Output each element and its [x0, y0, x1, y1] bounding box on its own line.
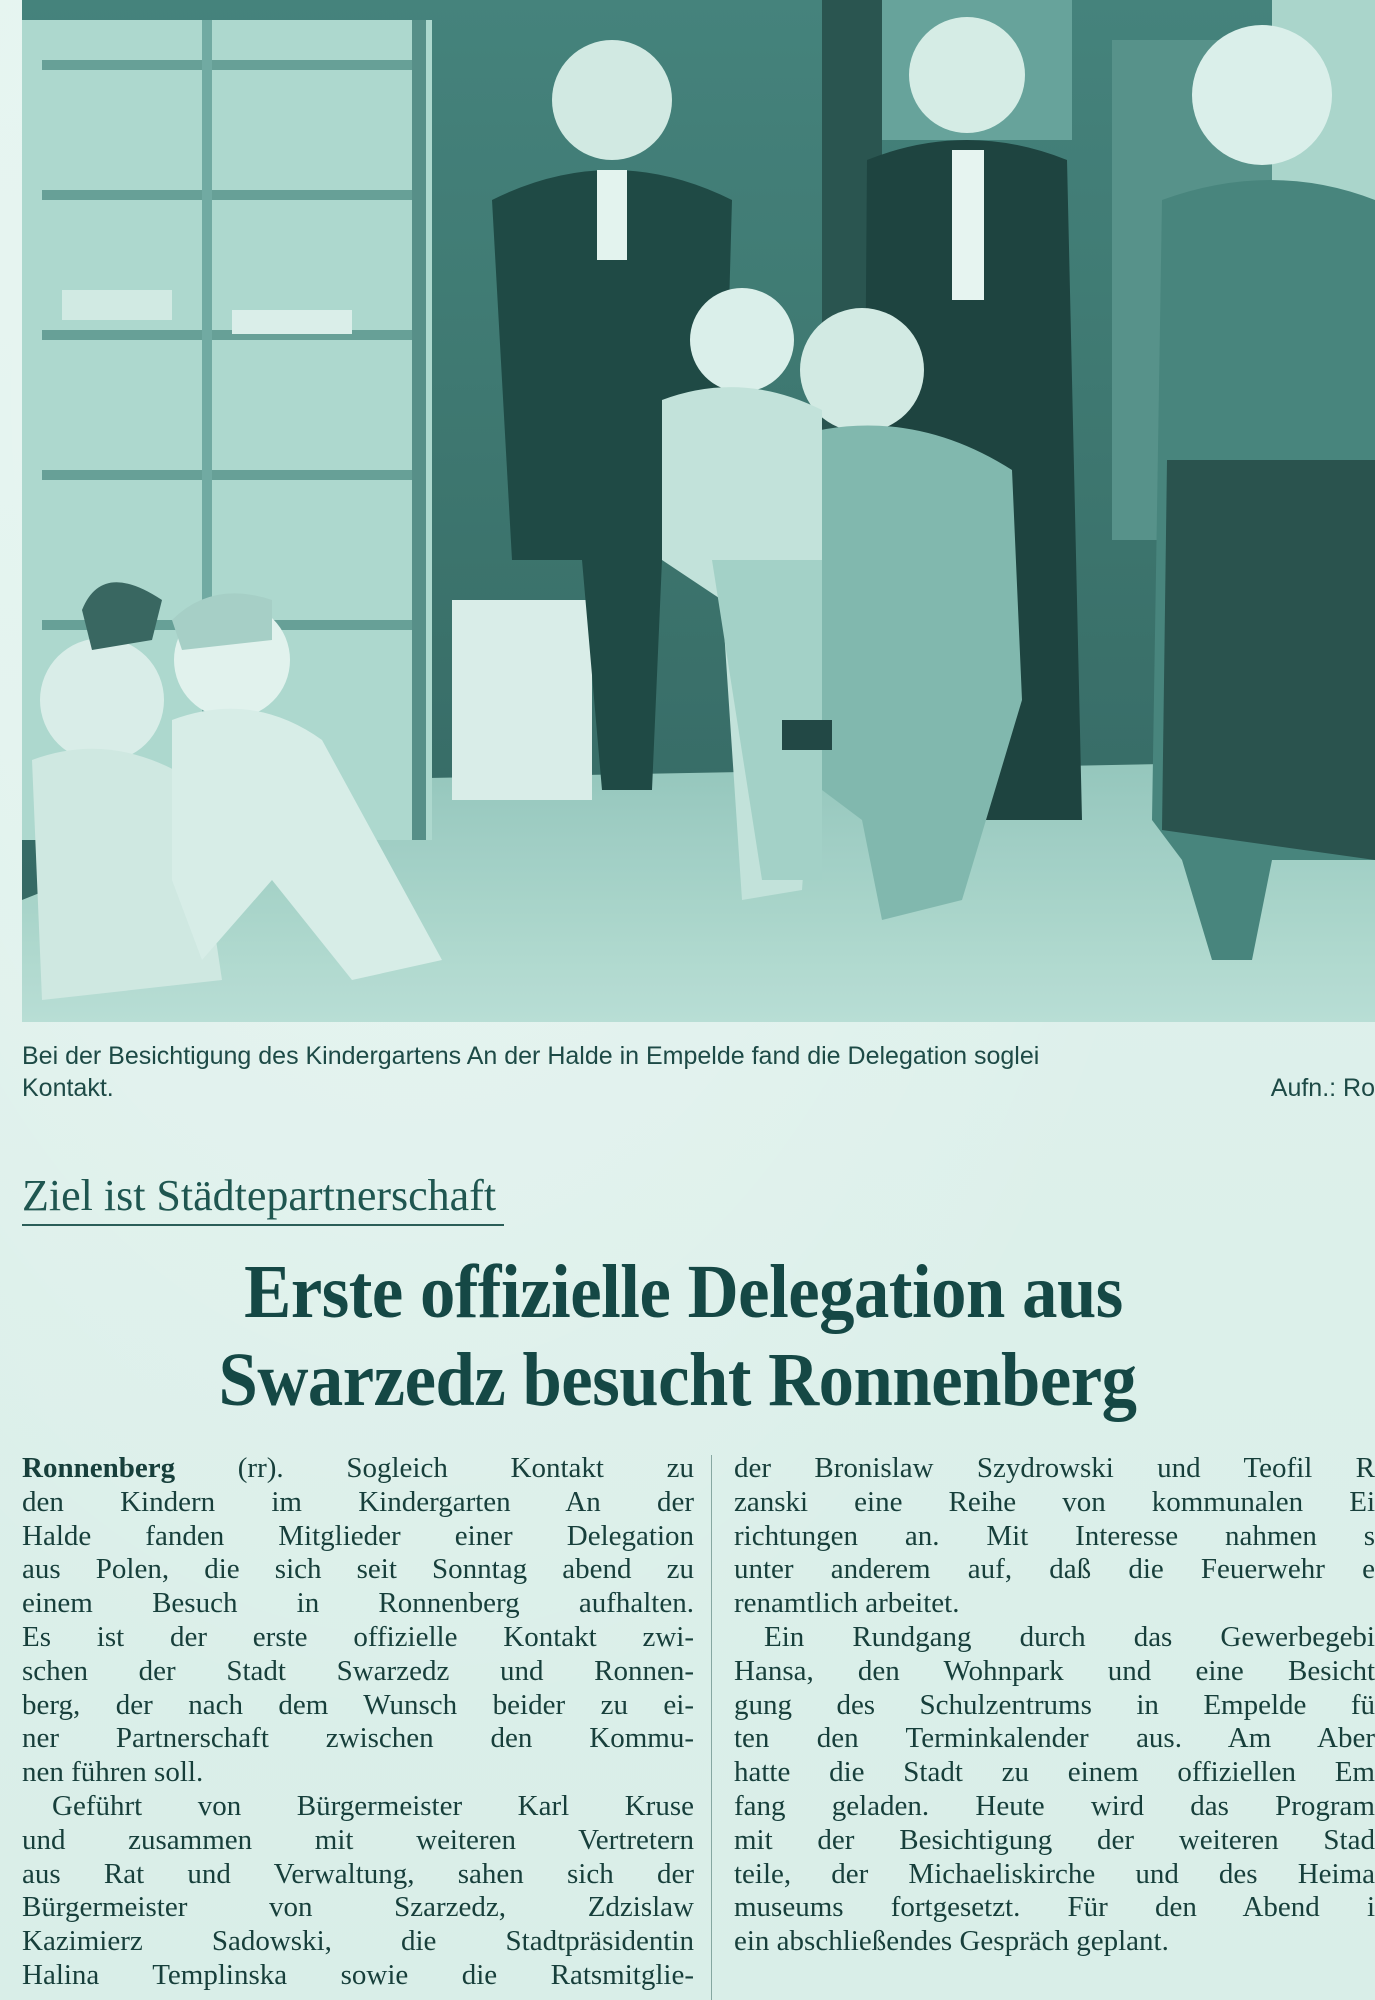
- column-line: Ein Rundgang durch das Gewerbegebi: [764, 1620, 1375, 1653]
- column-line: Halde fanden Mitglieder einer Delegation: [22, 1519, 694, 1552]
- column-line: aus Polen, die sich seit Sonntag abend zu: [22, 1553, 694, 1586]
- column-line: schen der Stadt Swarzedz und Ronnen-: [22, 1654, 694, 1687]
- column-line: den Kindern im Kindergarten An der: [22, 1485, 694, 1518]
- article-headline: [0, 1248, 1375, 1424]
- column-line: Kazimierz Sadowski, die Stadtpräsidentin: [22, 1925, 694, 1958]
- column-divider: [711, 1455, 712, 2000]
- column-line: Hansa, den Wohnpark und eine Besicht: [734, 1654, 1375, 1687]
- lead-word: Ronnenberg: [22, 1452, 176, 1484]
- article-kicker: Ziel ist Städtepartnerschaft: [22, 1168, 504, 1226]
- photo-caption: [22, 1040, 1375, 1104]
- column-line: richtungen an. Mit Interesse nahmen s: [734, 1519, 1375, 1552]
- column-line: renamtlich arbeitet.: [734, 1587, 960, 1620]
- column-line: hatte die Stadt zu einem offiziellen Em: [734, 1756, 1375, 1789]
- column-line: der Bronislaw Szydrowski und Teofil R: [734, 1452, 1375, 1484]
- photo-credit: Aufn.: Ro: [1270, 1074, 1375, 1102]
- column-line: und zusammen mit weiteren Vertretern: [22, 1823, 694, 1856]
- column-line: ein abschließendes Gespräch geplant.: [734, 1925, 1169, 1958]
- column-line: fang geladen. Heute wird das Program: [734, 1789, 1375, 1822]
- column-line: teile, der Michaeliskirche und des Heima: [734, 1857, 1375, 1890]
- column-line: [22, 1452, 694, 1486]
- column-line: ten den Terminkalender aus. Am Aber: [734, 1722, 1375, 1755]
- column-line: mit der Besichtigung der weiteren Stad: [734, 1823, 1375, 1856]
- headline-line-1: Erste offizielle Delegation aus: [244, 1250, 1123, 1334]
- column-line: Bürgermeister von Szarzedz, Zdzislaw: [22, 1891, 694, 1924]
- caption-line-1: Bei der Besichtigung des Kindergartens An der Halde in Empelde fand die Delegation soglei: [22, 1042, 1040, 1070]
- caption-line-2: Kontakt.: [22, 1074, 114, 1102]
- article-column-right: [734, 1452, 1375, 1959]
- column-line: aus Rat und Verwaltung, sahen sich der: [22, 1857, 694, 1890]
- column-line: Geführt von Bürgermeister Karl Kruse: [52, 1789, 694, 1822]
- column-line: nen führen soll.: [22, 1756, 204, 1789]
- column-line: ner Partnerschaft zwischen den Kommu-: [22, 1722, 694, 1755]
- column-line: berg, der nach dem Wunsch beider zu ei-: [22, 1688, 694, 1721]
- column-line: Halina Templinska sowie die Ratsmitglie-: [22, 1958, 694, 1991]
- article-column-left: [22, 1452, 694, 1993]
- article-photo: [22, 0, 1375, 1022]
- column-line: unter anderem auf, daß die Feuerwehr e: [734, 1553, 1375, 1586]
- column-line: einem Besuch in Ronnenberg aufhalten.: [22, 1587, 694, 1620]
- headline-line-2: Swarzedz besucht Ronnenberg: [218, 1338, 1137, 1422]
- column-line: gung des Schulzentrums in Empelde fü: [734, 1688, 1375, 1721]
- photo-kindergarten-visit-icon: [22, 0, 1375, 1022]
- column-line: zanski eine Reihe von kommunalen Ei: [734, 1485, 1375, 1518]
- column-line: Es ist der erste offizielle Kontakt zwi-: [22, 1620, 694, 1653]
- column-line-text: (rr). Sogleich Kontakt zu: [175, 1452, 694, 1484]
- column-line: museums fortgesetzt. Für den Abend i: [734, 1891, 1375, 1924]
